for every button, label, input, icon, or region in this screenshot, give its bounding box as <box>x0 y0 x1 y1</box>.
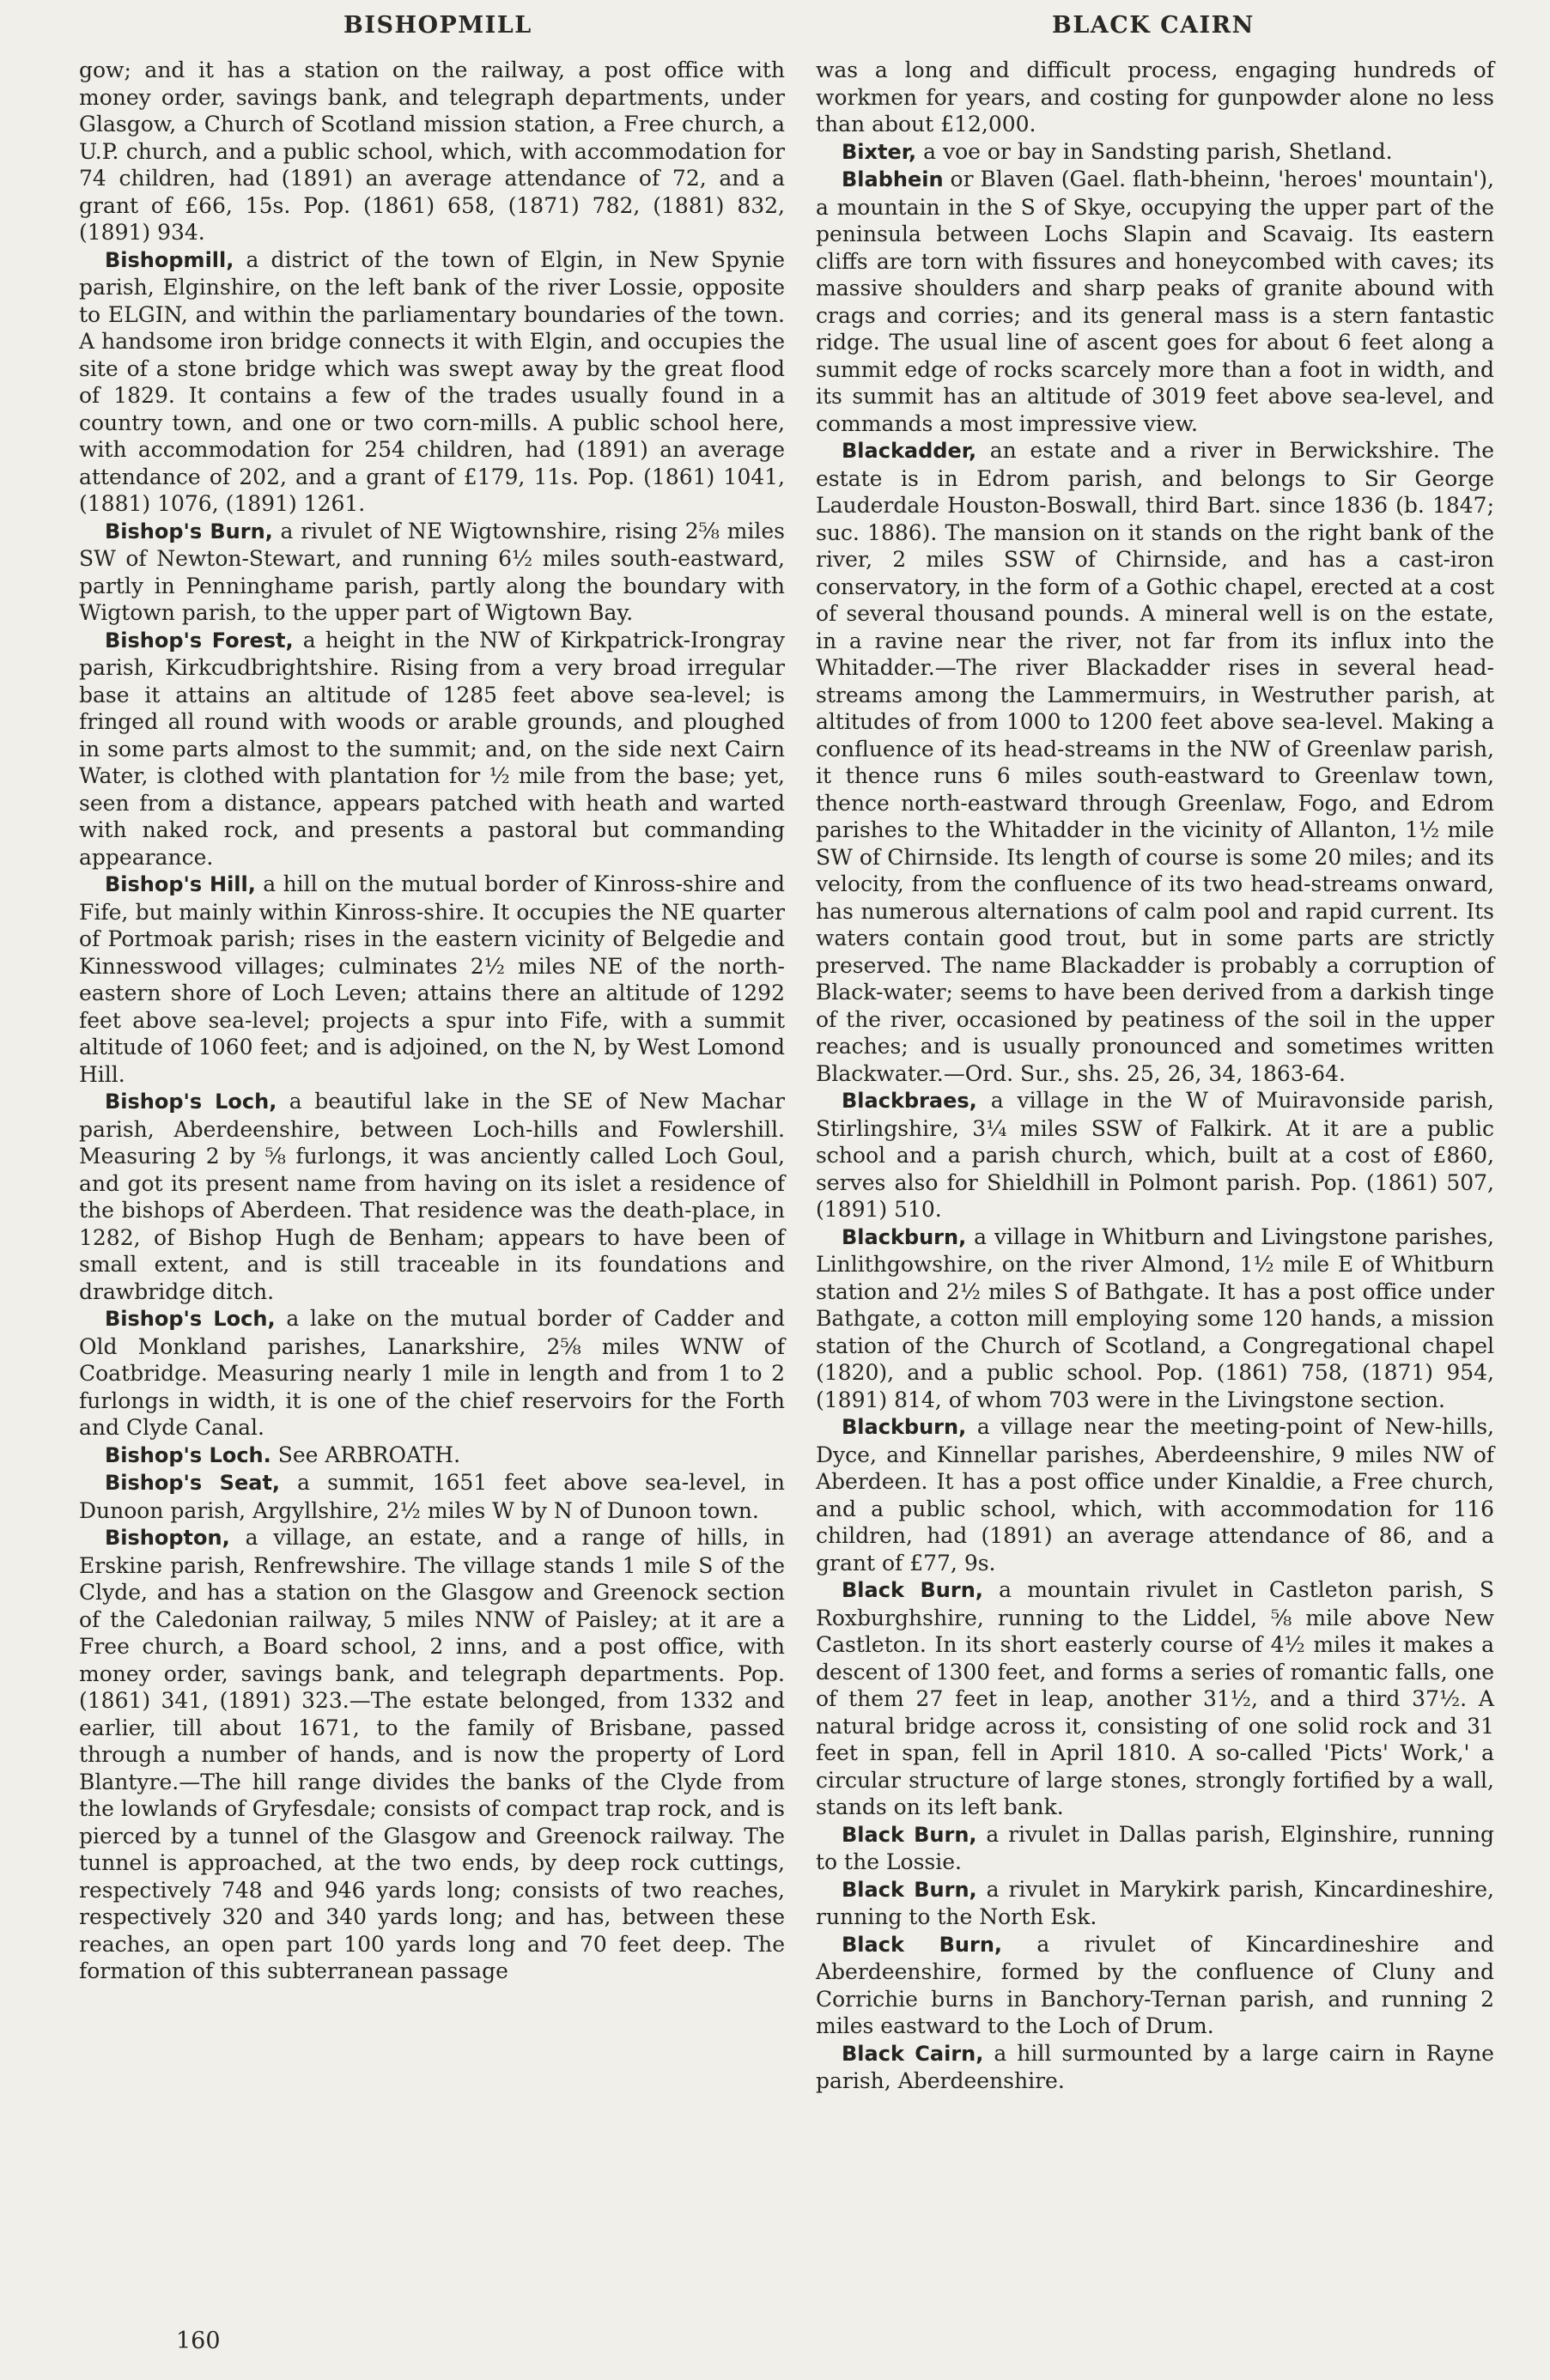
entry-text: a rivulet in Dallas parish, Elginshire, running to the Lossie. <box>816 1821 1494 1874</box>
entry-text: a rivulet of NE Wigtownshire, rising 2⅝ miles SW of Newton-Stewart, and running 6½ miles south-eastward, partly in Penninghame parish, partly along the boundary with Wigtown parish, to the upper part of Wigtown Bay. <box>79 518 785 625</box>
entry-text: was a long and difficult process, engaging hundreds of workmen for years, and costing for gunpowder alone no less than about £12,000. <box>816 58 1494 137</box>
gazetteer-entry <box>816 1576 1494 1821</box>
running-head-left: BISHOPMILL <box>343 12 532 39</box>
gazetteer-entry <box>79 1469 785 1524</box>
entry-headword: Bishop's Loch, <box>105 1090 277 1114</box>
entry-text: a village, an estate, and a range of hills, in Erskine parish, Renfrewshire. The village stands 1 mile S of the Clyde, and has a station on the Glasgow and Greenock section of the Caledonian railway, 5 miles NNW of Paisley; at it are a Free church, a Board school, 2 inns, and a post office, with money order, savings bank, and telegraph departments. Pop. (1861) 341, (1891) 323.—The estate belonged, from 1332 and earlier, till about 1671, to the family of Brisbane, passed through a number of hands, and is now the property of Lord Blantyre.—The hill range divides the banks of the Clyde from the lowlands of Gryfesdale; consists of compact trap rock, and is pierced by a tunnel of the Glasgow and Greenock railway. The tunnel is approached, at the two ends, by deep rock cuttings, respectively 748 and 946 yards long; consists of two reaches, respectively 320 and 340 yards long; and has, between these reaches, an open part 100 yards long and 70 feet deep. The formation of this subterranean passage <box>79 1525 785 1983</box>
entry-headword: Blackburn, <box>842 1415 967 1439</box>
gazetteer-entry <box>816 1821 1494 1876</box>
entry-headword: Blackbraes, <box>842 1089 977 1113</box>
running-head-right: BLACK CAIRN <box>1052 12 1255 39</box>
entry-text: See ARBROATH. <box>270 1442 461 1467</box>
entry-text: a mountain rivulet in Castleton parish, S Roxburghshire, running to the Liddel, ⅝ mile above New Castleton. In its short easterly course of 4½ miles it makes a descent of 1300 feet, and forms a series of romantic falls, one of them 27 feet in leap, another 31½, and a third 37½. A natural bridge across it, consisting of one solid rock and 31 feet in span, fell in April 1810. A so-called 'Picts' Work,' a circular structure of large stones, strongly fortified by a wall, stands on its left bank. <box>816 1577 1494 1819</box>
entry-headword: Black Cairn, <box>842 2041 984 2066</box>
left-column <box>79 57 785 1985</box>
entry-headword: Bishop's Hill, <box>105 872 256 896</box>
entry-text: a village in the W of Muiravonside parish, Stirlingshire, 3¼ miles SSW of Falkirk. At it are a public school and a parish church, which, built at a cost of £860, serves also for Shieldhill in Polmont parish. Pop. (1861) 507, (1891) 510. <box>816 1088 1494 1222</box>
gazetteer-entry <box>79 246 785 518</box>
gazetteer-entry <box>79 871 785 1088</box>
gazetteer-entry <box>816 2040 1494 2095</box>
gazetteer-entry <box>79 1088 785 1305</box>
gazetteer-entry <box>816 1087 1494 1223</box>
entry-headword: Black Burn, <box>842 1932 1003 1957</box>
entry-text: a village near the meeting-point of New-hills, Dyce, and Kinnellar parishes, Aberdeenshire, 9 miles NW of Aberdeen. It has a post office under Kinaldie, a Free church, and a public school, which, with accommodation for 116 children, had (1891) an average attendance of 86, and a grant of £77, 9s. <box>816 1414 1494 1576</box>
entry-headword: Bishop's Seat, <box>105 1471 281 1495</box>
entry-headword: Black Burn, <box>842 1877 977 1902</box>
right-column <box>816 57 1494 2095</box>
entry-text: a village in Whitburn and Livingstone parishes, Linlithgowshire, on the river Almond, 1½ mile E of Whitburn station and 2½ miles S of Bathgate. It has a post office under Bathgate, a cotton mill employing some 120 hands, a mission station of the Church of Scotland, a Congregational chapel (1820), and a public school. Pop. (1861) 758, (1871) 954, (1891) 814, of whom 703 were in the Livingstone section. <box>816 1223 1494 1412</box>
entry-text: a rivulet of Kincardineshire and Aberdeenshire, formed by the confluence of Cluny and Corrichie burns in Banchory-Ternan parish, and running 2 miles eastward to the Loch of Drum. <box>816 1931 1494 2038</box>
gazetteer-entry <box>79 1442 785 1470</box>
gazetteer-entry <box>816 166 1494 437</box>
entry-headword: Blackburn, <box>842 1224 967 1249</box>
gazetteer-entry <box>816 1413 1494 1576</box>
entry-text: a height in the NW of Kirkpatrick-Irongray parish, Kirkcudbrightshire. Rising from a very broad irregular base it attains an altitude of 1285 feet above sea-level; is fringed all round with woods or arable grounds, and ploughed in some parts almost to the summit; and, on the side next Cairn Water, is clothed with plantation for ½ mile from the base; yet, seen from a distance, appears patched with heath and warted with naked rock, and presents a pastoral but commanding appearance. <box>79 627 785 870</box>
entry-text: gow; and it has a station on the railway, a post office with money order, savings bank, and telegraph departments, under Glasgow, a Church of Scotland mission station, a Free church, a U.P. church, and a public school, which, with accommodation for 74 children, had (1891) an average attendance of 72, and a grant of £66, 15s. Pop. (1861) 658, (1871) 782, (1881) 832, (1891) 934. <box>79 58 785 245</box>
gazetteer-entry <box>79 1524 785 1985</box>
gazetteer-entry <box>816 138 1494 167</box>
entry-text: an estate and a river in Berwickshire. The estate is in Edrom parish, and belongs to Sir George Lauderdale Houston-Boswall, third Bart. since 1836 (b. 1847; suc. 1886). The mansion on it stands on the right bank of the river, 2 miles SSW of Chirnside, and has a cast-iron conservatory, in the form of a Gothic chapel, erected at a cost of several thousand pounds. A mineral well is on the estate, in a ravine near the river, not far from its influx into the Whitadder.—The river Blackadder rises in several head-streams among the Lammermuirs, in Westruther parish, at altitudes of from 1000 to 1200 feet above sea-level. Making a confluence of its head-streams in the NW of Greenlaw parish, it thence runs 6 miles south-eastward to Greenlaw town, thence north-eastward through Greenlaw, Fogo, and Edrom parishes to the Whitadder in the vicinity of Allanton, 1½ mile SW of Chirnside. Its length of course is some 20 miles; and its velocity, from the confluence of its two head-streams onward, has numerous alternations of calm pool and rapid current. Its waters contain good trout, but in some parts are strictly preserved. The name Blackadder is probably a corruption of Black-water; seems to have been derived from a darkish tinge of the river, occasioned by peatiness of the soil in the upper reaches; and is usually pronounced and sometimes written Blackwater.—Ord. Sur., shs. 25, 26, 34, 1863-64. <box>816 438 1494 1086</box>
continued-text <box>816 57 1494 138</box>
gazetteer-entry <box>79 627 785 871</box>
entry-headword: Bishop's Forest, <box>105 628 294 653</box>
entry-headword: Bishop's Loch, <box>105 1307 276 1331</box>
gazetteer-entry <box>79 1305 785 1442</box>
gazetteer-entry <box>816 1876 1494 1931</box>
entry-text: or Blaven (Gael. flath-bheinn, 'heroes' mountain'), a mountain in the S of Skye, occupying the upper part of the peninsula between Lochs Slapin and Scavaig. Its eastern cliffs are torn with fissures and honeycombed with caves; its massive shoulders and sharp peaks of granite abound with crags and corries; and its general mass is a stern fantastic ridge. The usual line of ascent goes for about 6 feet along a summit edge of rocks scarcely more than a foot in width, and its summit has an altitude of 3019 feet above sea-level, and commands a most impressive view. <box>816 167 1494 436</box>
continued-text <box>79 57 785 246</box>
gazetteer-entry <box>816 437 1494 1087</box>
entry-text: a hill surmounted by a large cairn in Rayne parish, Aberdeenshire. <box>816 2040 1494 2093</box>
entry-headword: Bishopmill, <box>105 247 234 272</box>
gazetteer-entry <box>79 518 785 627</box>
entry-headword: Black Burn, <box>842 1578 983 1602</box>
entry-text: a voe or bay in Sandsting parish, Shetland. <box>916 138 1393 164</box>
entry-headword: Black Burn, <box>842 1822 977 1847</box>
entry-text: a beautiful lake in the SE of New Machar parish, Aberdeenshire, between Loch-hills and Fowlershill. Measuring 2 by ⅝ furlongs, it was anciently called Loch Goul, and got its present name from having on its islet a residence of the bishops of Aberdeen. That residence was the death-place, in 1282, of Bishop Hugh de Benham; appears to have been of small extent, and is still traceable in its foundations and drawbridge ditch. <box>79 1089 785 1304</box>
entry-headword: Bishop's Loch. <box>105 1442 271 1467</box>
entry-text: a district of the town of Elgin, in New Spynie parish, Elginshire, on the left bank of the river Lossie, opposite to ELGIN, and within the parliamentary boundaries of the town. A handsome iron bridge connects it with Elgin, and occupies the site of a stone bridge which was swept away by the great flood of 1829. It contains a few of the trades usually found in a country town, and one or two corn-mills. A public school here, with accommodation for 254 children, had (1891) an average attendance of 202, and a grant of £179, 11s. Pop. (1861) 1041, (1881) 1076, (1891) 1261. <box>79 246 785 516</box>
entry-headword: Blabhein <box>842 167 944 191</box>
entry-headword: Bishopton, <box>105 1526 230 1550</box>
entry-headword: Bishop's Burn, <box>105 519 273 543</box>
entry-text: a summit, 1651 feet above sea-level, in Dunoon parish, Argyllshire, 2½ miles W by N of Dunoon town. <box>79 1470 785 1523</box>
entry-headword: Blackadder, <box>842 439 977 463</box>
entry-text: a rivulet in Marykirk parish, Kincardineshire, running to the North Esk. <box>816 1876 1494 1929</box>
entry-headword: Bixter, <box>842 139 917 164</box>
entry-text: a lake on the mutual border of Cadder and Old Monkland parishes, Lanarkshire, 2⅝ miles WNW of Coatbridge. Measuring nearly 1 mile in length and from 1 to 2 furlongs in width, it is one of the chief reservoirs for the Forth and Clyde Canal. <box>79 1306 785 1440</box>
page-number: 160 <box>176 2328 221 2354</box>
entry-text: a hill on the mutual border of Kinross-shire and Fife, but mainly within Kinross-shire. It occupies the NE quarter of Portmoak parish; rises in the eastern vicinity of Belgedie and Kinnesswood villages; culminates 2½ miles NE of the north-eastern shore of Loch Leven; attains there an altitude of 1292 feet above sea-level; projects a spur into Fife, with a summit altitude of 1060 feet; and is adjoined, on the N, by West Lomond Hill. <box>79 871 785 1087</box>
gazetteer-entry <box>816 1931 1494 2040</box>
gazetteer-entry <box>816 1223 1494 1414</box>
